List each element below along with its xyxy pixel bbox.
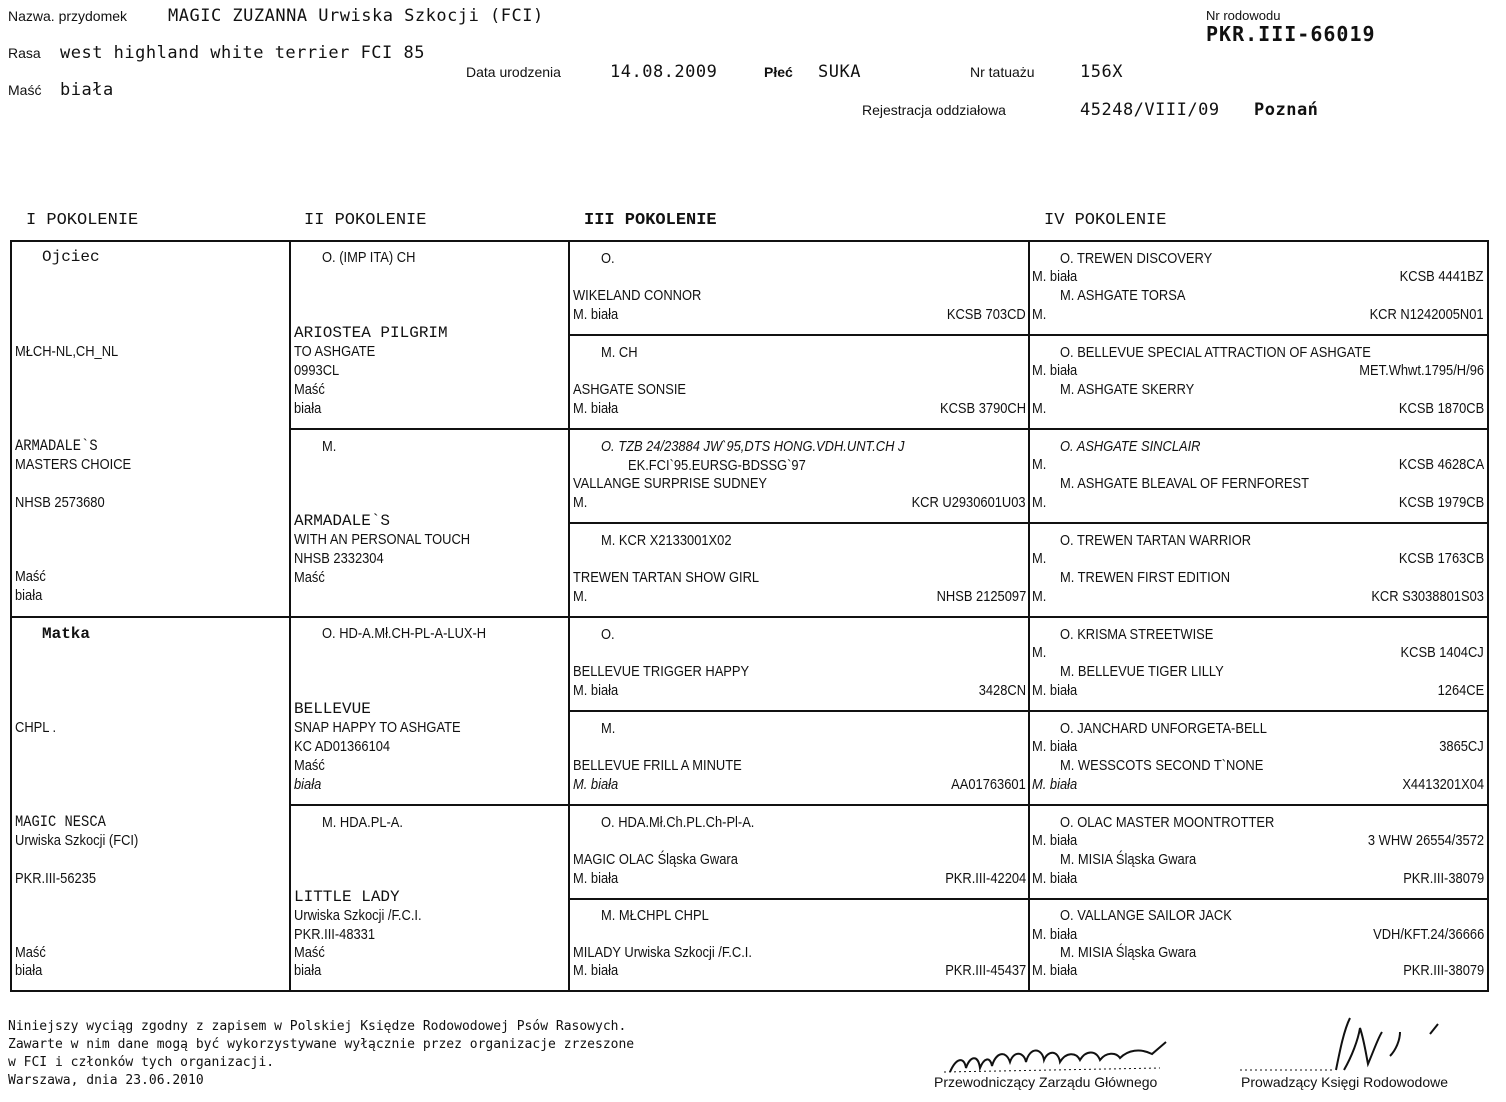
- gen4-dam-color: M.: [1032, 400, 1047, 417]
- gen4-sire: O. OLAC MASTER MOONTROTTER: [1060, 814, 1275, 831]
- footer-line-2: Zawarte w nim dane mogą być wykorzystywane wyłącznie przez organizacje zrzeszone: [8, 1037, 635, 1052]
- gen2-prefix: M.: [322, 438, 337, 455]
- gen4-sire-color: M.: [1032, 644, 1047, 661]
- gen2-registration: 0993CL: [294, 362, 340, 379]
- gen4-dam-color: M.: [1032, 588, 1047, 605]
- gen4-sire-registration: KCSB 4628CA: [1398, 456, 1484, 473]
- sire-registration: NHSB 2573680: [15, 494, 105, 511]
- gen3-color: M. biała: [573, 400, 619, 417]
- gen4-dam-color: M. biała: [1032, 962, 1078, 979]
- sex-value: SUKA: [818, 62, 861, 82]
- gen4-dam-color: M. biała: [1032, 682, 1078, 699]
- gen2-registration: NHSB 2332304: [294, 550, 384, 567]
- name-value: MAGIC ZUZANNA Urwiska Szkocji (FCI): [168, 6, 544, 26]
- gen2-name-line2: WITH AN PERSONAL TOUCH: [294, 531, 471, 548]
- gen3-name: VALLANGE SURPRISE SUDNEY: [573, 475, 768, 492]
- gen2-color: biała: [294, 776, 322, 793]
- gen2-prefix: M. HDA.PL-A.: [322, 814, 404, 831]
- gen4-dam: M. ASHGATE BLEAVAL OF FERNFOREST: [1060, 475, 1309, 492]
- gen4-dam: M. TREWEN FIRST EDITION: [1060, 569, 1231, 586]
- gen4-dam-color: M. biała: [1032, 870, 1078, 887]
- gen4-sire-registration: KCSB 1404CJ: [1400, 644, 1484, 661]
- gen2-prefix: O. (IMP ITA) CH: [322, 249, 416, 266]
- gen3-prefix-line2: EK.FCI`95.EURSG-BDSSG`97: [628, 457, 806, 474]
- gen4-sire-color: M.: [1032, 456, 1047, 473]
- gen2-color-label: Maść: [294, 944, 325, 961]
- gen3-name: ASHGATE SONSIE: [573, 381, 687, 398]
- gen-header-2: II POKOLENIE: [304, 211, 427, 230]
- gen3-registration: AA01763601: [951, 776, 1026, 793]
- gen3-registration: 3428CN: [978, 682, 1026, 699]
- dam-name-line2: Urwiska Szkocji (FCI): [15, 832, 139, 849]
- dam-registration: PKR.III-56235: [15, 870, 97, 887]
- footer-line-4: Warszawa, dnia 23.06.2010: [8, 1073, 204, 1088]
- gen4-dam: M. BELLEVUE TIGER LILLY: [1060, 663, 1224, 680]
- gen2-name-line1: ARMADALE`S: [294, 512, 391, 530]
- gen4-sire: O. BELLEVUE SPECIAL ATTRACTION OF ASHGATE: [1060, 344, 1371, 361]
- breed-value: west highland white terrier FCI 85: [60, 43, 425, 63]
- gen3-name: BELLEVUE FRILL A MINUTE: [573, 757, 742, 774]
- dam-color-label: Maść: [15, 944, 46, 961]
- gen-header-3: III POKOLENIE: [584, 211, 717, 230]
- grid-row-eighth-5: [568, 710, 1489, 712]
- tattoo-label: Nr tatuażu: [970, 64, 1035, 80]
- gen4-sire-color: M. biała: [1032, 362, 1078, 379]
- gen-header-1: I POKOLENIE: [26, 211, 139, 230]
- gen3-prefix: M.: [601, 720, 616, 737]
- gen3-prefix: O. TZB 24/23884 JW`95,DTS HONG.VDH.UNT.CH J: [601, 438, 905, 455]
- gen3-name: WIKELAND CONNOR: [573, 287, 702, 304]
- birth-value: 14.08.2009: [610, 62, 718, 82]
- gen2-color: biała: [294, 962, 322, 979]
- sire-label: Ojciec: [42, 248, 100, 266]
- gen4-sire-color: M.: [1032, 550, 1047, 567]
- gen4-sire-registration: VDH/KFT.24/36666: [1372, 926, 1484, 943]
- gen4-dam-color: M. biała: [1032, 776, 1078, 793]
- gen4-sire-color: M. biała: [1032, 738, 1078, 755]
- pedigree-label: Nr rodowodu: [1206, 8, 1281, 23]
- gen4-dam-registration: KCSB 1979CB: [1398, 494, 1484, 511]
- dam-name-line1: MAGIC NESCA: [15, 813, 106, 831]
- gen-header-4: IV POKOLENIE: [1044, 211, 1167, 230]
- gen2-name-line1: ARIOSTEA PILGRIM: [294, 324, 448, 342]
- gen4-dam-color: M.: [1032, 306, 1047, 323]
- gen2-color-label: Maść: [294, 757, 325, 774]
- gen4-sire-color: M. biała: [1032, 832, 1078, 849]
- footer-line-1: Niniejszy wyciąg zgodny z zapisem w Polskiej Księdze Rodowodowej Psów Rasowych.: [8, 1019, 627, 1034]
- gen4-sire: O. TREWEN DISCOVERY: [1060, 250, 1213, 267]
- gen3-prefix: O.: [601, 626, 615, 643]
- gen3-registration: KCR U2930601U03: [911, 494, 1026, 511]
- gen4-sire-registration: MET.Whwt.1795/H/96: [1359, 362, 1484, 379]
- gen2-name-line2: TO ASHGATE: [294, 343, 376, 360]
- gen2-name-line1: BELLEVUE: [294, 700, 371, 718]
- gen4-dam: M. ASHGATE TORSA: [1060, 287, 1186, 304]
- gen2-name-line2: SNAP HAPPY TO ASHGATE: [294, 719, 461, 736]
- gen3-name: BELLEVUE TRIGGER HAPPY: [573, 663, 750, 680]
- gen3-name: MAGIC OLAC Śląska Gwara: [573, 851, 738, 868]
- gen4-sire-color: M. biała: [1032, 268, 1078, 285]
- gen4-sire: O. KRISMA STREETWISE: [1060, 626, 1214, 643]
- tattoo-value: 156X: [1080, 62, 1123, 82]
- grid-row-quarter-1: [289, 428, 1489, 430]
- gen3-registration: PKR.III-42204: [944, 870, 1026, 887]
- gen2-prefix: O. HD-A.Mł.CH-PL-A-LUX-H: [322, 625, 487, 642]
- registrar-signature: [1240, 1010, 1470, 1074]
- branch-city: Poznań: [1254, 100, 1319, 120]
- gen4-dam-registration: PKR.III-38079: [1402, 870, 1484, 887]
- grid-top-border: [10, 240, 1489, 242]
- gen4-dam: M. MISIA Śląska Gwara: [1060, 944, 1197, 961]
- gen4-sire: O. VALLANGE SAILOR JACK: [1060, 907, 1232, 924]
- sire-name-line1: ARMADALE`S: [15, 437, 98, 455]
- dam-color: biała: [15, 962, 43, 979]
- name-label: Nazwa. przydomek: [8, 8, 128, 24]
- grid-row-half: [10, 616, 1489, 618]
- gen3-registration: PKR.III-45437: [944, 962, 1026, 979]
- gen4-sire-registration: 3865CJ: [1439, 738, 1484, 755]
- gen3-prefix: M. CH: [601, 344, 638, 361]
- gen4-dam: M. WESSCOTS SECOND T`NONE: [1060, 757, 1264, 774]
- chairman-label: Przewodniczący Zarządu Głównego: [934, 1074, 1158, 1090]
- dam-title: CHPL .: [15, 719, 57, 736]
- gen3-color: M. biała: [573, 776, 619, 793]
- gen3-color: M. biała: [573, 870, 619, 887]
- sire-name-line2: MASTERS CHOICE: [15, 456, 132, 473]
- gen4-dam-registration: PKR.III-38079: [1402, 962, 1484, 979]
- gen3-color: M. biała: [573, 306, 619, 323]
- sire-color-label: Maść: [15, 568, 46, 585]
- gen4-sire-registration: 3 WHW 26554/3572: [1367, 832, 1484, 849]
- birth-label: Data urodzenia: [466, 64, 561, 80]
- gen4-sire: O. TREWEN TARTAN WARRIOR: [1060, 532, 1252, 549]
- gen4-dam: M. MISIA Śląska Gwara: [1060, 851, 1197, 868]
- gen2-name-line1: LITTLE LADY: [294, 888, 400, 906]
- registrar-label: Prowadzący Księgi Rodowodowe: [1241, 1074, 1448, 1090]
- sire-title: MŁCH-NL,CH_NL: [15, 343, 119, 360]
- gen4-sire-color: M. biała: [1032, 926, 1078, 943]
- gen3-color: M. biała: [573, 682, 619, 699]
- grid-row-quarter-3: [289, 804, 1489, 806]
- gen3-prefix: M. MŁCHPL CHPL: [601, 907, 709, 924]
- gen3-color: M.: [573, 588, 588, 605]
- branch-label: Rejestracja oddziałowa: [862, 102, 1006, 118]
- grid-bottom-border: [10, 990, 1489, 992]
- footer-line-3: w FCI i członków tych organizacji.: [8, 1055, 275, 1070]
- gen2-name-line2: Urwiska Szkocji /F.C.I.: [294, 907, 422, 924]
- grid-row-eighth-1: [568, 334, 1489, 336]
- dam-label: Matka: [42, 625, 91, 643]
- gen3-prefix: O. HDA.Mł.Ch.PL.Ch-Pl-A.: [601, 814, 755, 831]
- gen4-sire: O. JANCHARD UNFORGETA-BELL: [1060, 720, 1267, 737]
- gen4-sire: O. ASHGATE SINCLAIR: [1060, 438, 1201, 455]
- gen3-name: MILADY Urwiska Szkocji /F.C.I.: [573, 944, 752, 961]
- gen3-prefix: O.: [601, 250, 615, 267]
- gen4-sire-registration: KCSB 4441BZ: [1400, 268, 1484, 285]
- gen3-prefix: M. KCR X2133001X02: [601, 532, 732, 549]
- gen4-dam-registration: X4413201X04: [1402, 776, 1484, 793]
- gen2-color-label: Maść: [294, 569, 325, 586]
- gen2-color-label: Maść: [294, 381, 325, 398]
- gen3-registration: KCSB 3790CH: [939, 400, 1026, 417]
- breed-label: Rasa: [8, 45, 41, 61]
- gen3-color: M.: [573, 494, 588, 511]
- color-value: biała: [60, 80, 114, 100]
- branch-value: 45248/VIII/09: [1080, 100, 1220, 120]
- gen4-dam-registration: KCSB 1870CB: [1398, 400, 1484, 417]
- gen3-registration: NHSB 2125097: [936, 588, 1026, 605]
- sex-label: Płeć: [764, 64, 793, 80]
- gen4-dam-registration: KCR N1242005N01: [1369, 306, 1484, 323]
- color-label: Maść: [8, 82, 42, 98]
- gen3-color: M. biała: [573, 962, 619, 979]
- pedigree-value: PKR.III-66019: [1206, 22, 1376, 46]
- gen4-dam-color: M.: [1032, 494, 1047, 511]
- gen4-dam-registration: 1264CE: [1437, 682, 1484, 699]
- gen2-color: biała: [294, 400, 322, 417]
- gen3-registration: KCSB 703CD: [947, 306, 1026, 323]
- gen2-registration: KC AD01366104: [294, 738, 391, 755]
- gen4-dam: M. ASHGATE SKERRY: [1060, 381, 1195, 398]
- gen4-sire-registration: KCSB 1763CB: [1398, 550, 1484, 567]
- gen4-dam-registration: KCR S3038801S03: [1371, 588, 1484, 605]
- chairman-signature: [930, 1028, 1230, 1080]
- grid-row-eighth-7: [568, 898, 1489, 900]
- grid-row-eighth-3: [568, 522, 1489, 524]
- gen2-registration: PKR.III-48331: [294, 926, 376, 943]
- sire-color: biała: [15, 587, 43, 604]
- gen3-name: TREWEN TARTAN SHOW GIRL: [573, 569, 760, 586]
